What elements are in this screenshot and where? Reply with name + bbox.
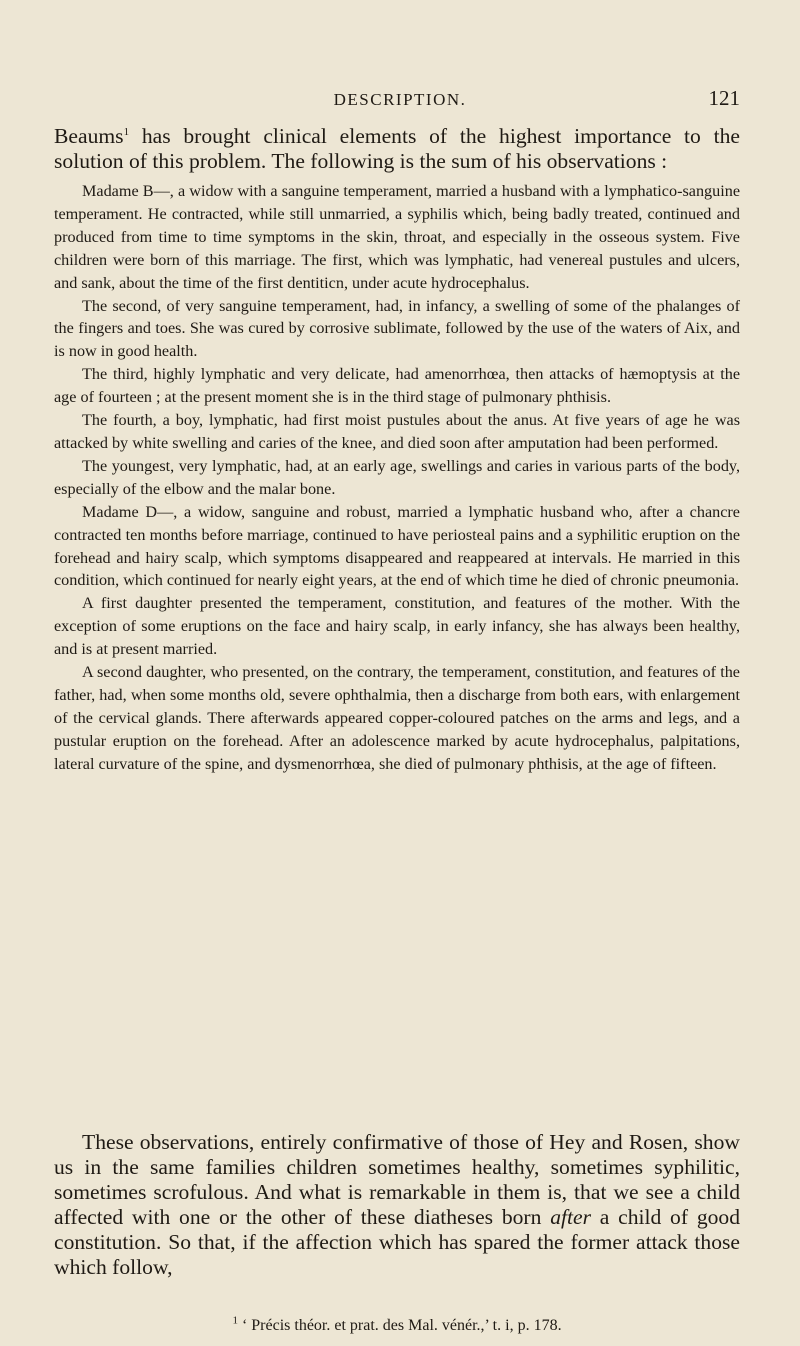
closing-paragraph [54, 1130, 740, 1280]
page-header [60, 86, 740, 116]
italic-word: after [550, 1205, 591, 1229]
case-paragraph: A first daughter presented the temperament, constitution, and features of the mother. With the exception of some eruptions on the face and hairy scalp, in early infancy, she has always been healthy, and is at present married. [54, 594, 740, 659]
case-paragraph: The youngest, very lymphatic, had, at an early age, swellings and caries in various parts of the body, especially of the elbow and the malar bone. [54, 456, 740, 498]
running-head: DESCRIPTION. [333, 90, 467, 109]
case-paragraph: Madame D—, a widow, sanguine and robust, married a lymphatic husband who, after a chancre contracted ten months before marriage, continued to have periosteal pains and a syphilitic eruption on the forehead and hairy scalp, which symptoms disappeared and reappeared at intervals. He married in this condition, which continued for nearly eight years, at the end of which time he died of chronic pneumonia. [54, 502, 740, 590]
author-name: Beaums [54, 124, 124, 148]
footnote-mark: 1 [232, 1314, 238, 1327]
footnote-reference: 1 [123, 125, 130, 138]
case-paragraph: A second daughter, who presented, on the contrary, the temperament, constitution, and features of the father, had, when some months old, severe ophthalmia, then a discharge from both ears, with enlargement of the cervical glands. There afterwards appeared copper-coloured patches on the arms and legs, and a pustular eruption on the forehead. After an adolescence marked by acute hydrocephalus, palpitations, lateral curvature of the spine, and dysmenorrhœa, she died of pulmonary phthisis, at the age of fifteen. [54, 663, 740, 773]
case-paragraph: The third, highly lymphatic and very delicate, had amenorrhœa, then attacks of hæmoptysis at the age of fourteen ; at the present moment she is in the third stage of pulmonary phthisis. [54, 365, 740, 407]
intro-paragraph [54, 124, 740, 174]
case-paragraph: The second, of very sanguine temperament, had, in infancy, a swelling of some of the phalanges of the fingers and toes. She was cured by corrosive sublimate, followed by the use of the waters of Aix, and is now in good health. [54, 296, 740, 361]
page-number: 121 [708, 86, 740, 110]
closing-text-end: a child of good constitution. So that, if the affection which has spared the former attack those which follow, [54, 1205, 741, 1279]
case-paragraph: Madame B—, a widow with a sanguine temperament, married a husband with a lymphatico-sanguine temperament. He contracted, while still unmarried, a syphilis which, being badly treated, continued and produced from time to time symptoms in the skin, throat, and especially in the osseous system. Five children were born of this marriage. The first, which was lymphatic, had venereal pustules and ulcers, and sank, about the time of the first dentiticn, under acute hydrocephalus. [54, 182, 740, 292]
closing-text-start: These observations, entirely confirmative of those of Hey and Rosen, show us in the same families children sometimes healthy, sometimes syphilitic, sometimes scrofulous. And what is remarkable in them is, that we see a child affected with one or the other of these diatheses born [54, 1130, 740, 1229]
footnote [54, 1314, 740, 1335]
case-paragraph: The fourth, a boy, lymphatic, had first moist pustules about the anus. At five years of age he was attacked by white swelling and caries of the knee, and died soon after amputation had been performed. [54, 411, 740, 452]
case-observations [54, 180, 740, 776]
intro-text: has brought clinical elements of the highest importance to the solution of this problem. The following is the sum of his observations : [54, 124, 740, 173]
footnote-text: ‘ Précis théor. et prat. des Mal. vénér.,’ t. i, p. 178. [237, 1317, 562, 1334]
